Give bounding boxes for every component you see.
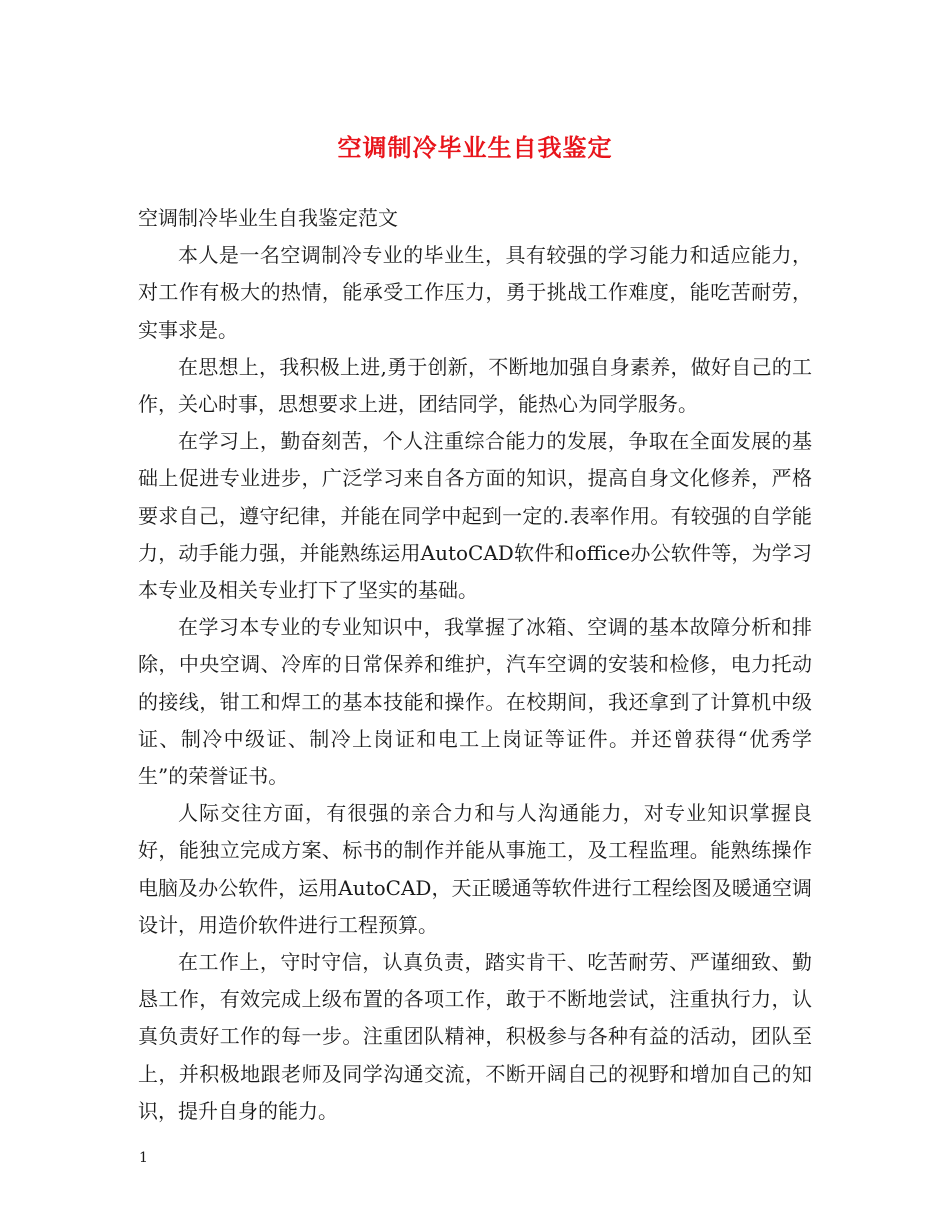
paragraph-thought: 在思想上，我积极上进,勇于创新，不断地加强自身素养，做好自己的工作，关心时事，思想要求上进，团结同学，能热心为同学服务。 — [138, 354, 812, 417]
document-body — [138, 200, 812, 1130]
document-title: 空调制冷毕业生自我鉴定 — [337, 134, 613, 162]
paragraph-intro: 本人是一名空调制冷专业的毕业生，具有较强的学习能力和适应能力，对工作有极大的热情，能承受工作压力，勇于挑战工作难度，能吃苦耐劳，实事求是。 — [138, 243, 812, 342]
paragraph-study: 在学习上，勤奋刻苦，个人注重综合能力的发展，争取在全面发展的基础上促进专业进步，广泛学习来自各方面的知识，提高自身文化修养，严格要求自己，遵守纪律，并能在同学中起到一定的.表率作用。有较强的自学能力，动手能力强，并能熟练运用AutoCAD软件和office办公软件等，为学习本专业及相关专业打下了坚实的基础。 — [138, 429, 812, 603]
paragraph-interpersonal: 人际交往方面，有很强的亲合力和与人沟通能力，对专业知识掌握良好，能独立完成方案、标书的制作并能从事施工，及工程监理。能熟练操作电脑及办公软件，运用AutoCAD，天正暖通等软件进行工程绘图及暖通空调设计，用造价软件进行工程预算。 — [138, 801, 812, 937]
paragraph-professional-knowledge: 在学习本专业的专业知识中，我掌握了冰箱、空调的基本故障分析和排除，中央空调、冷库的日常保养和维护，汽车空调的安装和检修，电力托动的接线，钳工和焊工的基本技能和操作。在校期间，我还拿到了计算机中级证、制冷中级证、制冷上岗证和电工上岗证等证件。并还曾获得“优秀学生”的荣誉证书。 — [138, 615, 812, 789]
paragraph-work: 在工作上，守时守信，认真负责，踏实肯干、吃苦耐劳、严谨细致、勤恳工作，有效完成上级布置的各项工作，敢于不断地尝试，注重执行力，认真负责好工作的每一步。注重团队精神，积极参与各种有益的活动，团队至上，并积极地跟老师及同学沟通交流，不断开阔自己的视野和增加自己的知识，提升自身的能力。 — [138, 950, 812, 1123]
page-number: 1 — [139, 1150, 148, 1166]
document-subtitle: 空调制冷毕业生自我鉴定范文 — [138, 206, 398, 230]
